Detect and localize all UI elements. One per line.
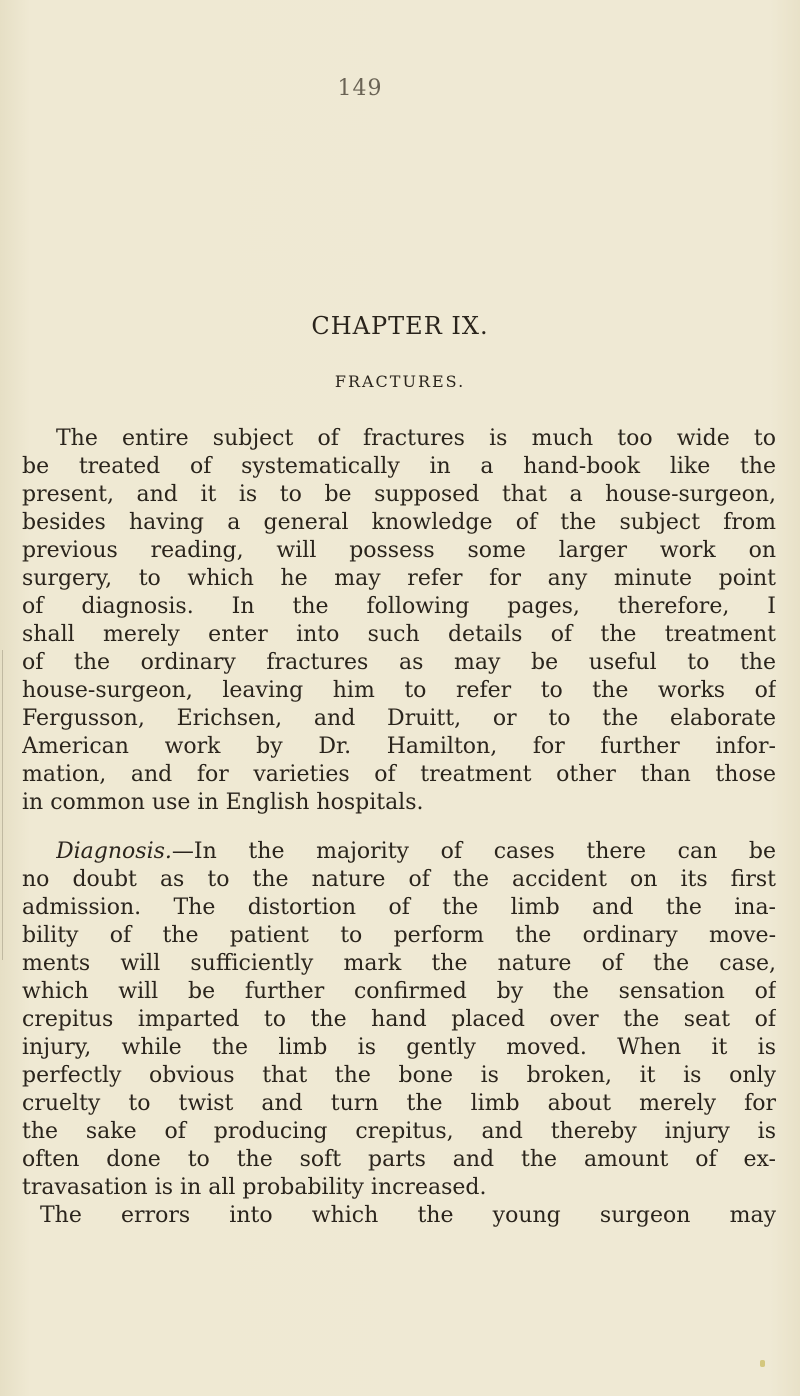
text-line: The errors into which the young surgeon may (40, 1203, 776, 1228)
text-line: ments will sufficiently mark the nature of the case, (22, 951, 776, 976)
text-line: besides having a general knowledge of the subject from (22, 510, 776, 535)
text-line: in common use in English hospitals. (22, 790, 424, 815)
text-line: which will be further confirmed by the sensation of (22, 979, 776, 1004)
page-edge-rule (2, 650, 3, 960)
text-line: surgery, to which he may refer for any minute point (22, 566, 776, 591)
text-line: of the ordinary fractures as may be useful to the (22, 650, 776, 675)
text-line: admission. The distortion of the limb and the ina- (22, 895, 776, 920)
text-line: Fergusson, Erichsen, and Druitt, or to the elaborate (22, 706, 776, 731)
paper-speck (760, 1360, 765, 1367)
section-heading: FRACTURES. (334, 372, 466, 391)
text-line: American work by Dr. Hamilton, for further infor- (22, 734, 776, 759)
text-line: previous reading, will possess some larger work on (22, 538, 776, 563)
text-line: bility of the patient to perform the ordinary move- (22, 923, 776, 948)
text-line: travasation is in all probability increased. (22, 1175, 487, 1200)
text-line: mation, and for varieties of treatment other than those (22, 762, 776, 787)
text-line: of diagnosis. In the following pages, therefore, I (22, 594, 776, 619)
text-line: the sake of producing crepitus, and thereby injury is (22, 1119, 776, 1144)
text-line: injury, while the limb is gently moved. When it is (22, 1035, 776, 1060)
text-fragment: —In the majority of cases there can be (171, 839, 776, 864)
text-line: no doubt as to the nature of the accident on its first (22, 867, 776, 892)
text-line: perfectly obvious that the bone is broken, it is only (22, 1063, 776, 1088)
diagnosis-lead: Diagnosis. (56, 839, 172, 864)
text-line-lead (56, 838, 776, 866)
text-line: cruelty to twist and turn the limb about merely for (22, 1091, 776, 1116)
text-line: The entire subject of fractures is much too wide to (56, 426, 776, 451)
text-line: house-surgeon, leaving him to refer to the works of (22, 678, 776, 703)
text-line: crepitus imparted to the hand placed over the seat of (22, 1007, 776, 1032)
text-line: be treated of systematically in a hand-book like the (22, 454, 776, 479)
text-line: present, and it is to be supposed that a house-surgeon, (22, 482, 776, 507)
text-line: often done to the soft parts and the amount of ex- (22, 1147, 776, 1172)
chapter-heading: CHAPTER IX. (311, 312, 489, 340)
text-line: shall merely enter into such details of the treatment (22, 622, 776, 647)
page-number: 149 (337, 76, 383, 101)
